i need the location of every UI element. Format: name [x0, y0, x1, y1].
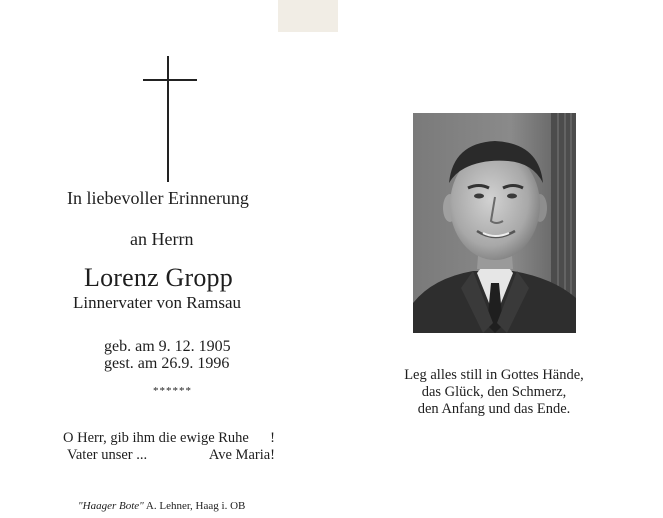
prayer-line-2-text: Vater unser ... — [67, 447, 148, 463]
prayer-line-1-text: O Herr, gib ihm die ewige Ruhe — [63, 430, 249, 446]
salutation: an Herrn — [130, 229, 194, 249]
prayer-line-2 — [67, 447, 275, 464]
verse-line: Leg alles still in Gottes Hände, — [404, 367, 584, 383]
memorial-verse — [390, 367, 598, 418]
deceased-subtitle: Linnervater von Ramsau — [73, 293, 242, 312]
memory-heading: In liebevoller Erinnerung — [67, 188, 249, 208]
prayer-line-1-end: ! — [270, 430, 275, 446]
verse-line: das Glück, den Schmerz, — [421, 384, 567, 400]
publisher-name: "Haager Bote" — [78, 500, 144, 512]
publisher-location: A. Lehner, Haag i. OB — [143, 500, 246, 512]
death-date: gest. am 26.9. 1996 — [104, 355, 230, 372]
publisher-imprint — [78, 500, 245, 512]
portrait-photo — [413, 113, 576, 333]
birth-date: geb. am 9. 12. 1905 — [104, 338, 231, 355]
prayer-line-1 — [63, 430, 275, 447]
verse-line: den Anfang und das Ende. — [417, 401, 571, 417]
deceased-name: Lorenz Gropp — [84, 263, 233, 292]
adhesive-tape — [278, 0, 338, 32]
prayer-line-2-end: Ave Maria! — [208, 447, 275, 463]
cross-icon — [143, 56, 197, 182]
separator-stars: ****** — [153, 385, 192, 397]
